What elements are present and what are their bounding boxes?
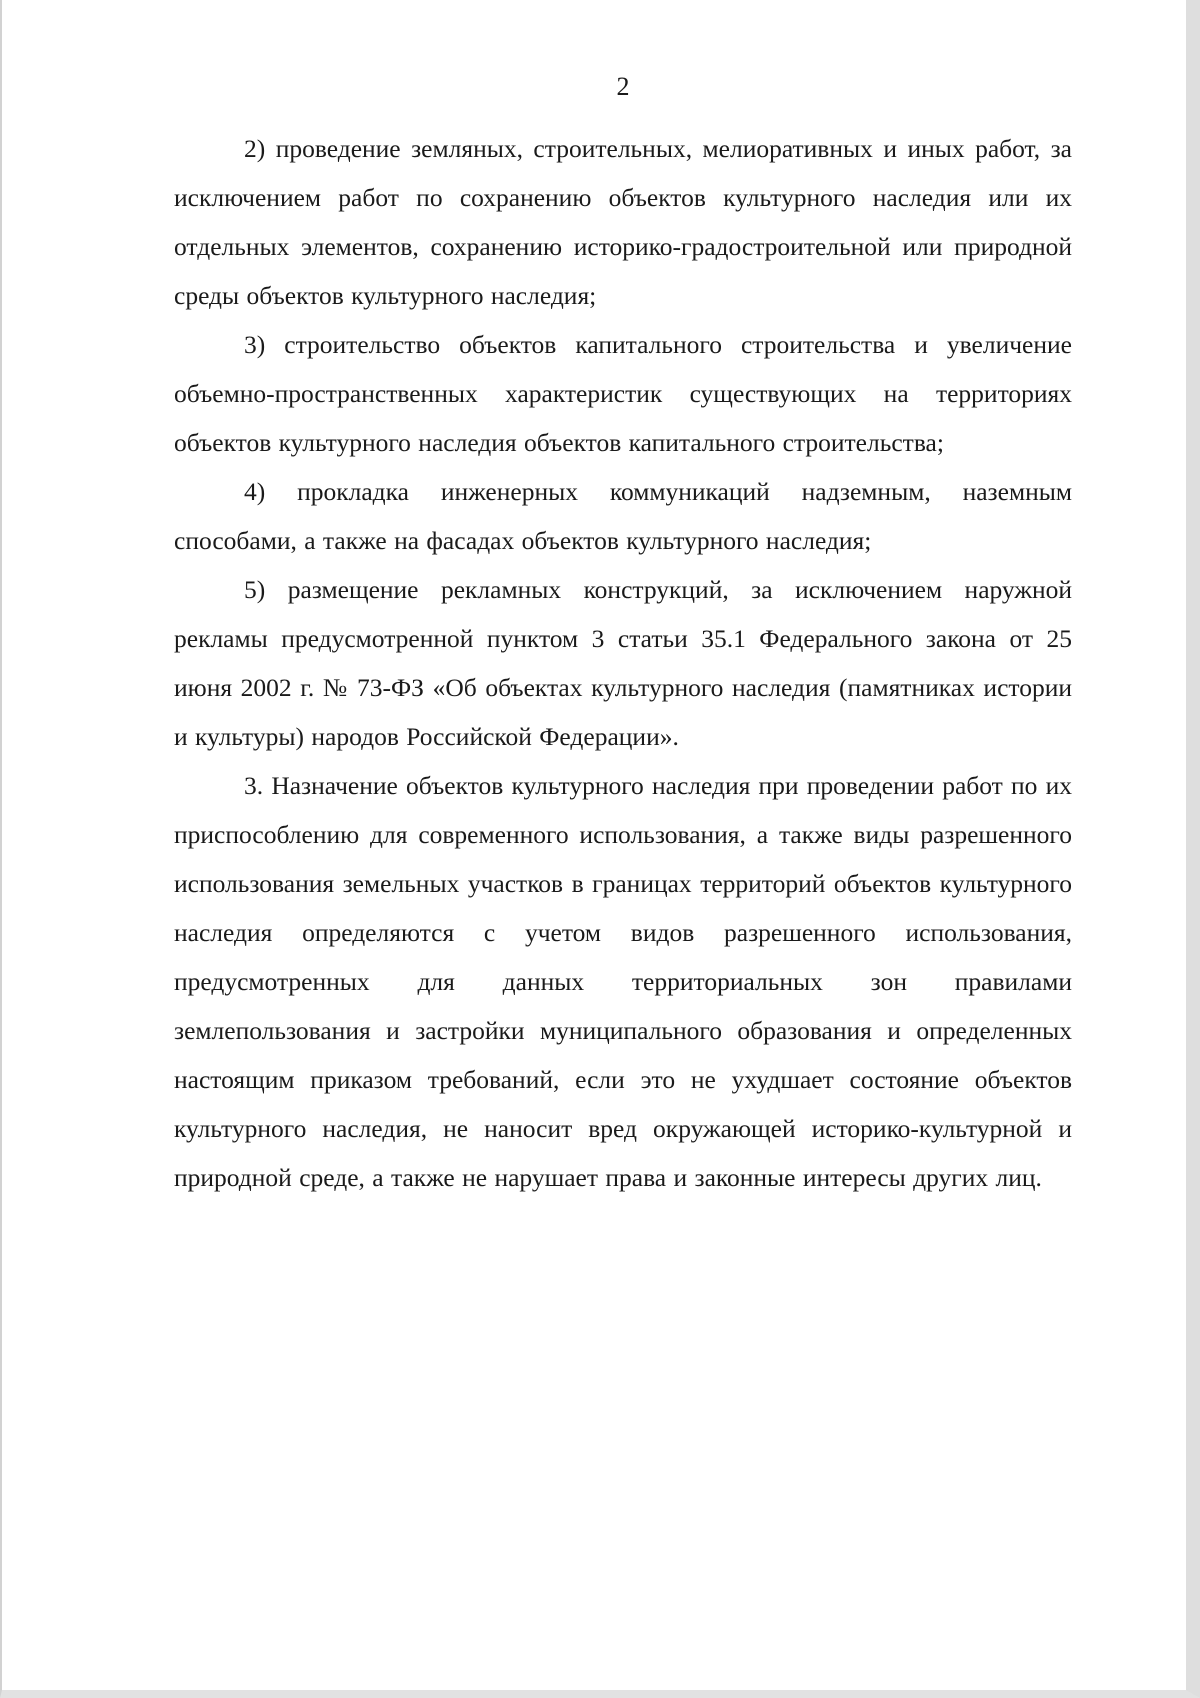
paragraph-item-4: 4) прокладка инженерных коммуникаций надземным, наземным способами, а также на фасадах объектов культурного наследия; [174,477,1072,555]
paragraph-item-3: 3) строительство объектов капитального строительства и увеличение объемно-пространственных характеристик существующих на территориях объектов культурного наследия объектов капитального строительства; [174,330,1072,457]
paragraph-item-5: 5) размещение рекламных конструкций, за исключением наружной рекламы предусмотренной пунктом 3 статьи 35.1 Федерального закона от 25 июня 2002 г. № 73-ФЗ «Об объектах культурного наследия (памятниках истории и культуры) народов Российской Федерации». [174,575,1072,751]
paragraph-section-3: 3. Назначение объектов культурного наследия при проведении работ по их приспособлению для современного использования, а также виды разрешенного использования земельных участков в границах территорий объектов культурного наследия определяются с учетом видов разрешенного использования, предусмотренных для данных территориальных зон правилами землепользования и застройки муниципального образования и определенных настоящим приказом требований, если это не ухудшает состояние объектов культурного наследия, не наносит вред окружающей историко-культурной и природной среде, а также не нарушает права и законные интересы других лиц. [174,771,1072,1192]
document-body [174,124,1072,1202]
page-number: 2 [616,72,630,101]
paragraph-item-2: 2) проведение земляных, строительных, мелиоративных и иных работ, за исключением работ по сохранению объектов культурного наследия или их отдельных элементов, сохранению историко-градостроительной или природной среды объектов культурного наследия; [174,134,1072,310]
